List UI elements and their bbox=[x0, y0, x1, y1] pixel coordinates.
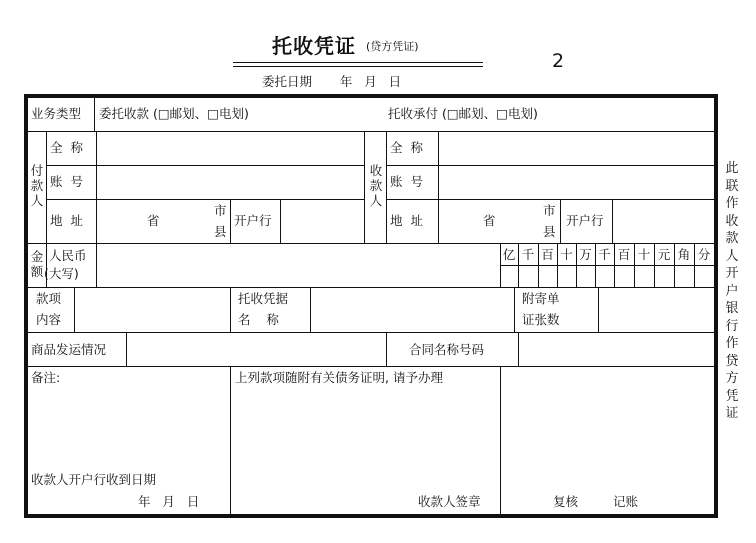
col-line bbox=[94, 98, 95, 131]
col-line bbox=[560, 200, 561, 243]
title-underline bbox=[233, 62, 483, 63]
payee-group-label: 收款人 bbox=[369, 163, 383, 208]
side-note-char: 行 bbox=[725, 318, 739, 334]
payee-account-label: 账 号 bbox=[390, 174, 423, 189]
payer-full-name-label: 全 称 bbox=[50, 140, 83, 155]
amount-digit-label: 万 bbox=[579, 247, 592, 262]
payer-group-label: 付款人 bbox=[30, 163, 44, 208]
col-line bbox=[386, 333, 387, 366]
attached-docs-field[interactable] bbox=[599, 288, 713, 331]
col-line bbox=[500, 367, 501, 514]
item-content-label-1: 款项 bbox=[36, 291, 62, 306]
shipping-status-field[interactable] bbox=[127, 333, 385, 365]
col-line bbox=[386, 132, 387, 243]
review-label: 复核 bbox=[553, 494, 579, 509]
col-line bbox=[230, 288, 231, 332]
copy-purpose-note bbox=[724, 160, 740, 423]
contract-number-label: 合同名称号码 bbox=[409, 342, 485, 357]
remarks-label: 备注: bbox=[31, 370, 61, 385]
amount-rmb-label: 人民币 bbox=[49, 248, 87, 263]
collection-doc-label-1: 托收凭据 bbox=[238, 291, 289, 306]
item-content-field[interactable] bbox=[75, 288, 229, 331]
entrust-collection-option[interactable]: 委托收款 (□邮划、□电划) bbox=[99, 106, 249, 121]
side-note-char: 银 bbox=[725, 301, 739, 316]
attached-docs-label-2: 证张数 bbox=[522, 312, 560, 327]
receipt-date-label: 收款人开户行收到日期 bbox=[31, 472, 157, 487]
payee-city: 市 bbox=[543, 203, 556, 218]
collection-doc-label-2: 名 称 bbox=[238, 312, 279, 327]
payee-seal-label: 收款人签章 bbox=[418, 494, 481, 509]
amount-digit-label: 十 bbox=[637, 247, 651, 262]
form-subtitle: (贷方凭证) bbox=[366, 40, 419, 53]
payee-bank-field[interactable] bbox=[613, 200, 713, 242]
amount-uppercase-field[interactable] bbox=[97, 244, 499, 286]
payee-county: 县 bbox=[543, 224, 556, 239]
title-underline-second bbox=[233, 66, 483, 67]
copy-number: 2 bbox=[552, 50, 565, 72]
payer-account-field[interactable] bbox=[97, 166, 363, 198]
attached-docs-label-1: 附寄单 bbox=[522, 291, 560, 306]
side-note-char: 款 bbox=[725, 231, 739, 246]
amount-digit-label: 千 bbox=[598, 247, 611, 262]
form-title: 托收凭证 bbox=[272, 34, 356, 58]
payer-city: 市 bbox=[214, 203, 227, 218]
col-line bbox=[514, 288, 515, 332]
side-note-char: 方 bbox=[725, 371, 739, 386]
payee-full-name-field[interactable] bbox=[439, 132, 713, 164]
amount-digit-label: 角 bbox=[677, 247, 691, 262]
amount-digit-label: 千 bbox=[521, 247, 535, 262]
col-line bbox=[230, 200, 231, 243]
entrust-date-label[interactable]: 委托日期 年 月 日 bbox=[262, 74, 402, 89]
side-note-char: 凭 bbox=[725, 388, 739, 404]
amount-digit-label: 百 bbox=[617, 247, 631, 262]
amount-digit-label: 分 bbox=[697, 247, 711, 262]
side-note-char: 证 bbox=[725, 406, 739, 421]
side-note-char: 作 bbox=[725, 336, 739, 351]
payee-province: 省 bbox=[483, 213, 496, 228]
col-line bbox=[46, 132, 47, 243]
receipt-date-fields: 年 月 日 bbox=[138, 494, 200, 509]
amount-digit-label: 十 bbox=[560, 247, 573, 262]
contract-number-field[interactable] bbox=[519, 333, 713, 365]
collection-acceptance-option[interactable]: 托收承付 (□邮划、□电划) bbox=[388, 106, 538, 121]
payer-bank-label: 开户行 bbox=[234, 213, 272, 228]
amount-digit-label: 亿 bbox=[502, 247, 516, 262]
col-line bbox=[364, 132, 365, 243]
side-note-char: 人 bbox=[725, 248, 739, 264]
shipping-status-label: 商品发运情况 bbox=[31, 342, 107, 357]
payer-address-label: 地 址 bbox=[50, 213, 83, 228]
amount-label: 金额 bbox=[30, 249, 44, 279]
payee-account-field[interactable] bbox=[439, 166, 713, 198]
amount-digit-label: 元 bbox=[657, 247, 671, 262]
digit-header-line bbox=[500, 265, 714, 266]
side-note-char: 贷 bbox=[725, 353, 739, 369]
payer-account-label: 账 号 bbox=[50, 174, 83, 189]
payee-full-name-label: 全 称 bbox=[390, 140, 423, 155]
side-note-char: 收 bbox=[725, 213, 739, 229]
payer-county: 县 bbox=[214, 224, 227, 239]
side-note-char: 联 bbox=[725, 178, 739, 194]
statement-text: 上列款项随附有关债务证明, 请予办理 bbox=[235, 370, 443, 385]
side-note-char: 开 bbox=[725, 266, 739, 281]
payer-bank-field[interactable] bbox=[281, 200, 363, 242]
payer-full-name-field[interactable] bbox=[97, 132, 363, 164]
payee-address-label: 地 址 bbox=[390, 213, 423, 228]
item-content-label-2: 内容 bbox=[36, 312, 62, 327]
row-line bbox=[28, 366, 714, 367]
side-note-char: 作 bbox=[725, 196, 739, 211]
bookkeeping-label: 记账 bbox=[613, 494, 639, 509]
payee-bank-label: 开户行 bbox=[566, 213, 604, 228]
amount-digit-label: 百 bbox=[541, 247, 554, 262]
collection-doc-field[interactable] bbox=[311, 288, 513, 331]
business-type-label: 业务类型 bbox=[31, 106, 82, 121]
side-note-char: 户 bbox=[725, 283, 739, 299]
side-note-char: 此 bbox=[725, 161, 739, 176]
payer-province: 省 bbox=[147, 213, 160, 228]
col-line bbox=[230, 367, 231, 514]
amount-uppercase-label: (大写) bbox=[44, 266, 79, 281]
